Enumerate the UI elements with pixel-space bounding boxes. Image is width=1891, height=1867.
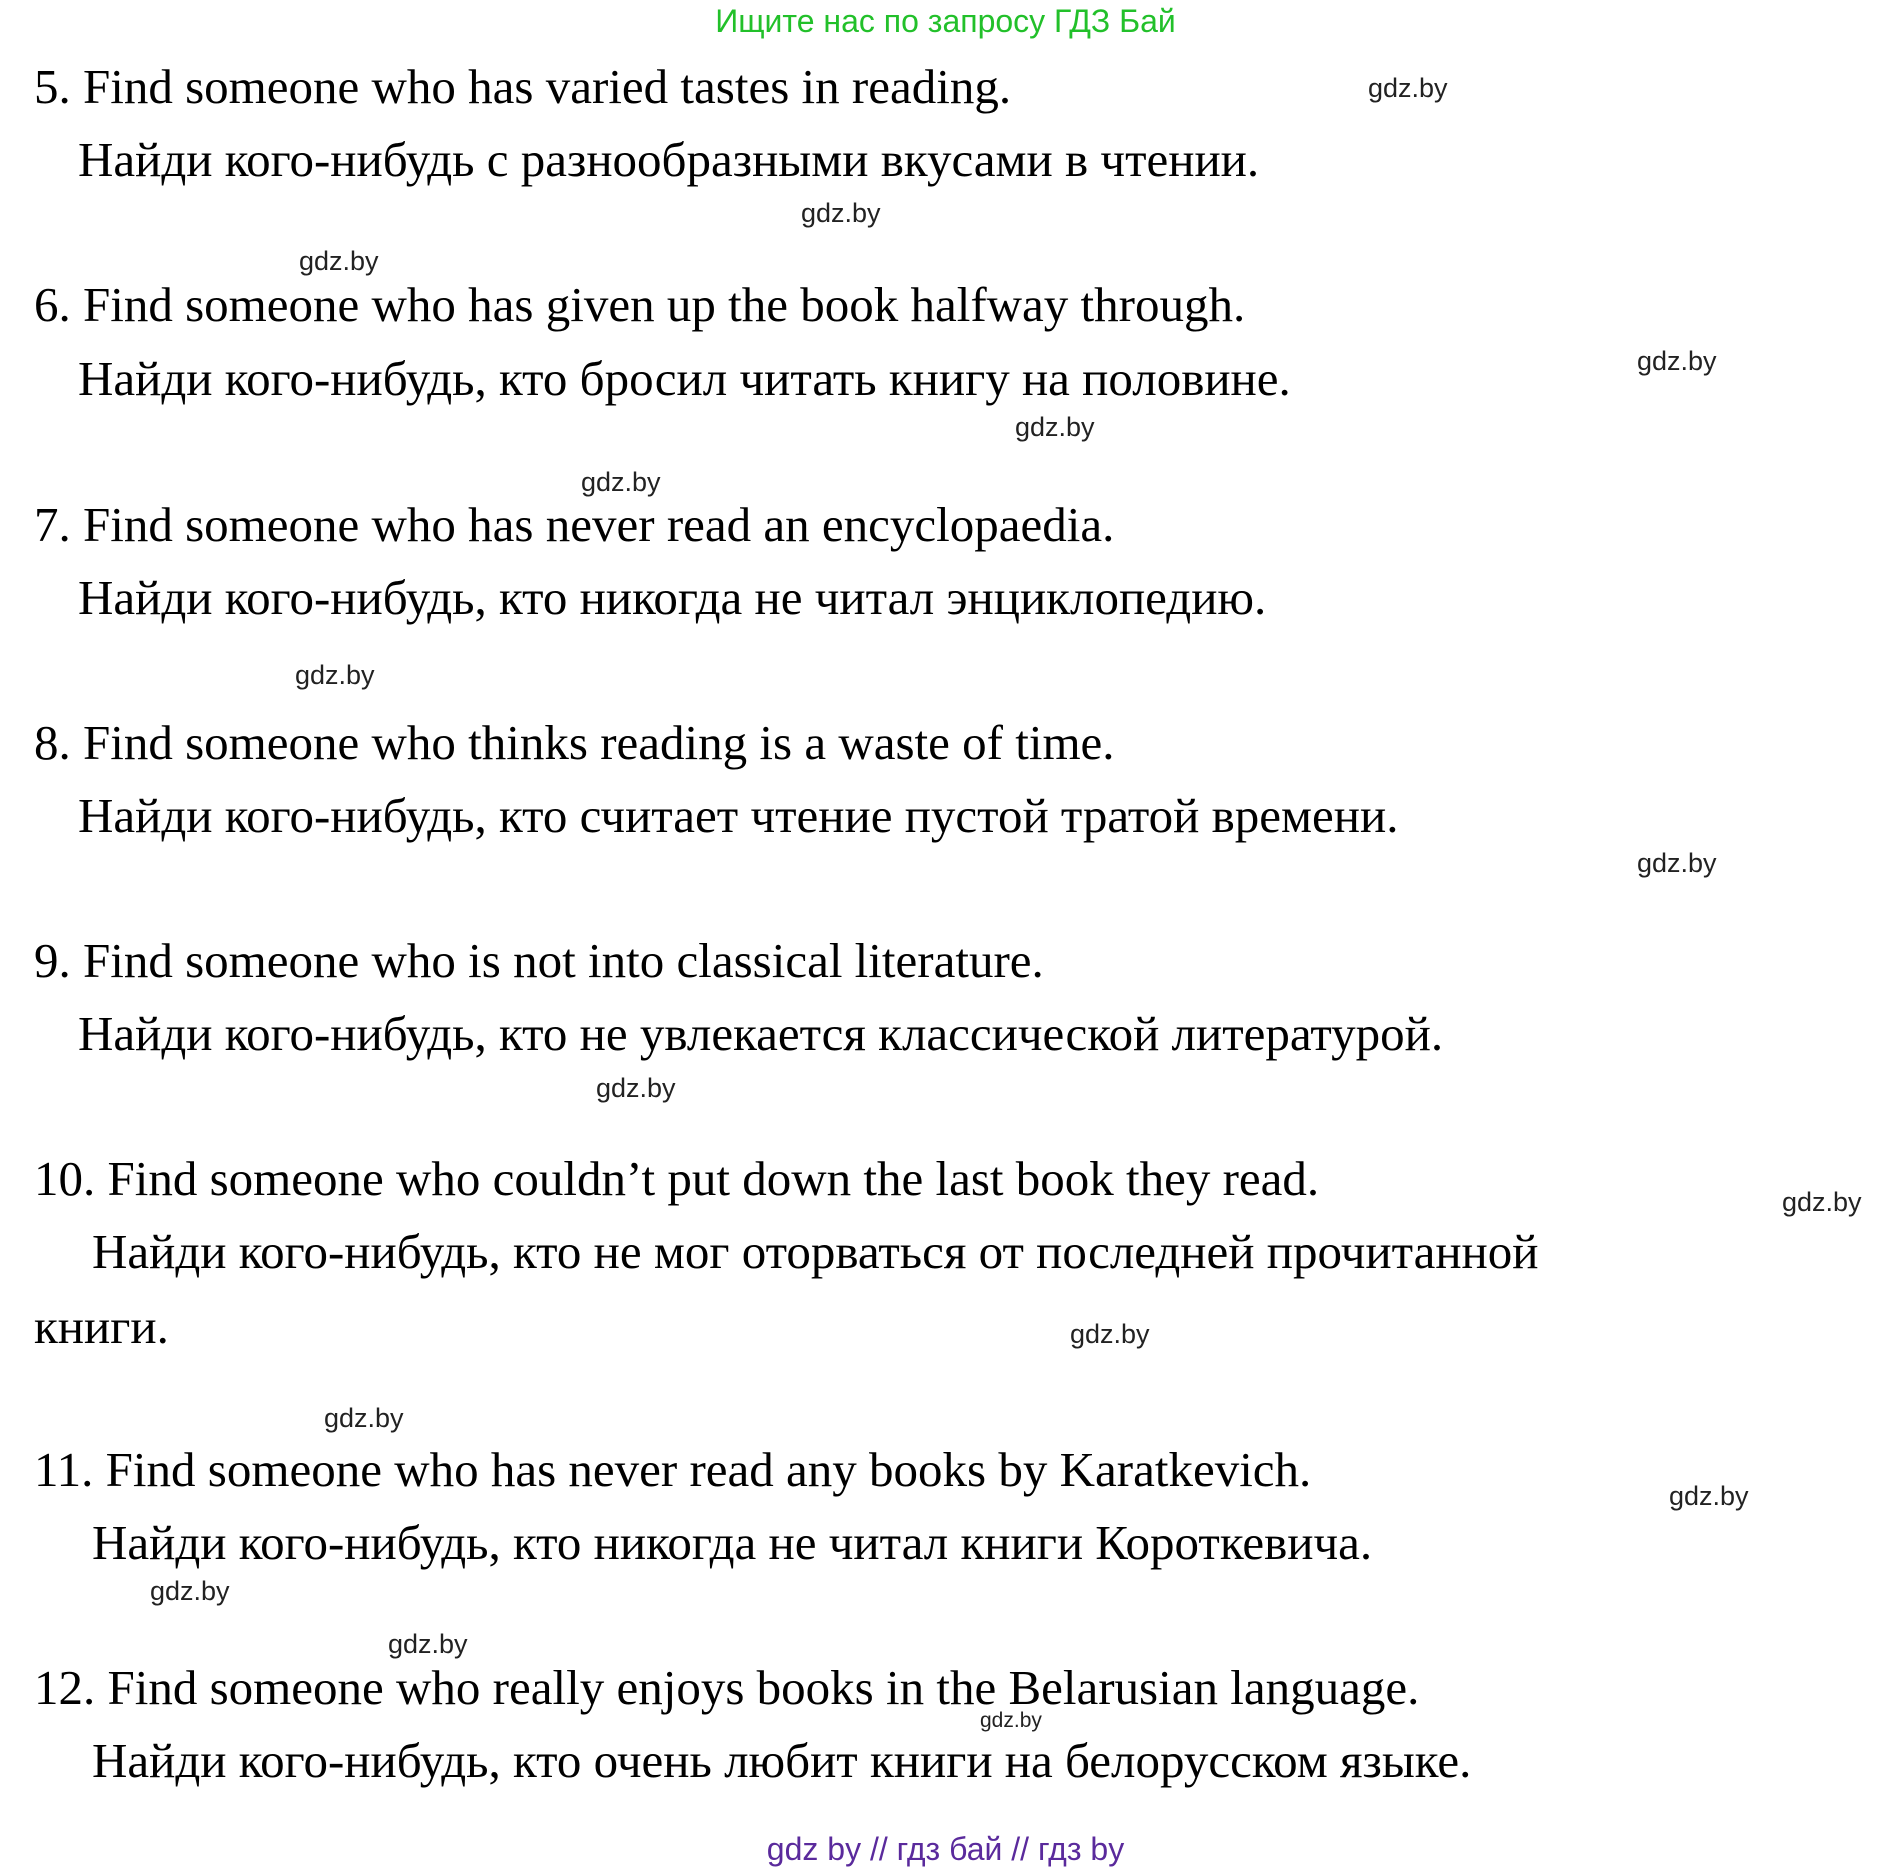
footer-links: gdz by // гдз бай // гдз by xyxy=(766,1831,1125,1867)
watermark: gdz.by xyxy=(1070,1319,1150,1349)
item-9-ru: Найди кого-нибудь, кто не увлекается классической литературой. xyxy=(78,1006,1444,1061)
item-5-en: 5. Find someone who has varied tastes in reading. xyxy=(34,59,1012,114)
item-10-ru: Найди кого-нибудь, кто не мог оторваться от последней прочитанной xyxy=(92,1224,1539,1279)
header-banner: Ищите нас по запросу ГДЗ Бай xyxy=(715,3,1176,39)
watermark: gdz.by xyxy=(299,246,379,276)
watermark: gdz.by xyxy=(1782,1187,1862,1217)
watermark: gdz.by xyxy=(295,660,375,690)
item-10-ru-cont: книги. xyxy=(34,1299,169,1354)
watermark: gdz.by xyxy=(1637,848,1717,878)
item-12-ru: Найди кого-нибудь, кто очень любит книги на белорусском языке. xyxy=(92,1733,1472,1788)
item-6-en: 6. Find someone who has given up the book halfway through. xyxy=(34,277,1246,332)
watermark: gdz.by xyxy=(1015,412,1095,442)
item-11-en: 11. Find someone who has never read any books by Karatkevich. xyxy=(34,1442,1312,1497)
item-8-ru: Найди кого-нибудь, кто считает чтение пустой тратой времени. xyxy=(78,788,1399,843)
item-12-en: 12. Find someone who really enjoys books in the Belarusian language. xyxy=(34,1660,1420,1715)
watermark: gdz.by xyxy=(980,1709,1042,1732)
watermark: gdz.by xyxy=(581,467,661,497)
item-7-ru: Найди кого-нибудь, кто никогда не читал энциклопедию. xyxy=(78,570,1267,625)
item-6-ru: Найди кого-нибудь, кто бросил читать книгу на половине. xyxy=(78,351,1291,406)
watermark: gdz.by xyxy=(324,1403,404,1433)
item-9-en: 9. Find someone who is not into classical literature. xyxy=(34,933,1044,988)
watermark: gdz.by xyxy=(801,198,881,228)
watermark: gdz.by xyxy=(388,1629,468,1659)
item-7-en: 7. Find someone who has never read an encyclopaedia. xyxy=(34,497,1115,552)
watermark: gdz.by xyxy=(596,1073,676,1103)
item-11-ru: Найди кого-нибудь, кто никогда не читал книги Короткевича. xyxy=(92,1515,1373,1570)
item-10-en: 10. Find someone who couldn’t put down the last book they read. xyxy=(34,1151,1320,1206)
watermark: gdz.by xyxy=(1669,1481,1749,1511)
item-8-en: 8. Find someone who thinks reading is a waste of time. xyxy=(34,715,1115,770)
watermark: gdz.by xyxy=(1637,346,1717,376)
watermark: gdz.by xyxy=(150,1576,230,1606)
watermark: gdz.by xyxy=(1368,73,1448,103)
item-5-ru: Найди кого-нибудь с разнообразными вкусами в чтении. xyxy=(78,132,1260,187)
